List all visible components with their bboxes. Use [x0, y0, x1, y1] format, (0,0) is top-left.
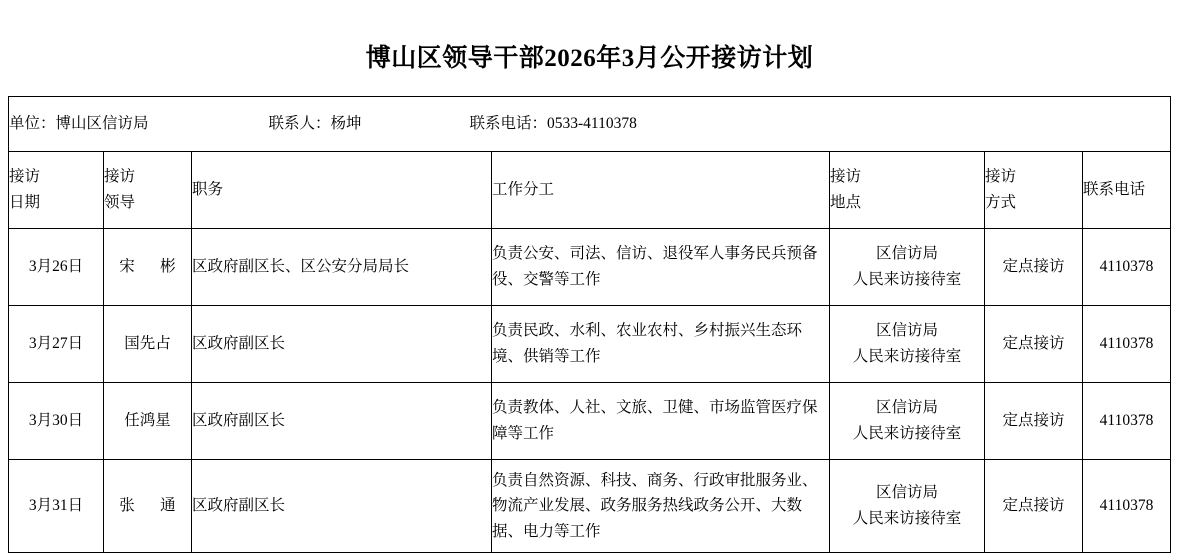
cell-leader: 国先占: [103, 306, 191, 383]
cell-title: 区政府副区长: [191, 383, 491, 460]
column-header-leader-line1: 接访: [103, 168, 135, 186]
cell-duty-text: 负责公安、司法、信访、退役军人事务民兵预备役、交警等工作: [491, 245, 818, 288]
cell-date: 3月26日: [8, 229, 103, 306]
cell-date: 3月27日: [8, 306, 103, 383]
cell-leader-name: 宋 彬: [119, 258, 181, 276]
column-header-mode-line1: 接访: [984, 168, 1016, 186]
cell-duty-text: 负责民政、水利、农业农村、乡村振兴生态环境、供销等工作: [491, 322, 802, 365]
cell-leader: 任鸿星: [103, 383, 191, 460]
column-header-title: [191, 152, 491, 229]
cell-place: [829, 383, 984, 460]
table-header-row: [8, 152, 1170, 229]
column-header-tel: [1082, 152, 1170, 229]
cell-mode: 定点接访: [984, 460, 1082, 553]
column-header-date-line1: 接访: [8, 168, 40, 186]
meta-row: [8, 97, 1170, 152]
cell-date: 3月30日: [8, 383, 103, 460]
cell-place-line2: 人民来访接待室: [852, 425, 962, 442]
column-header-date: [8, 152, 103, 229]
column-header-place: [829, 152, 984, 229]
column-header-mode: [984, 152, 1082, 229]
meta-unit: 单位：博山区信访局: [8, 115, 149, 133]
cell-duty-text: 负责教体、人社、文旅、卫健、市场监管医疗保障等工作: [491, 399, 818, 442]
cell-place-line1: 区信访局: [875, 322, 938, 340]
cell-mode: 定点接访: [984, 229, 1082, 306]
meta-contact-person: 联系人：杨坤: [268, 115, 362, 133]
cell-place-line1: 区信访局: [875, 245, 938, 263]
cell-leader: [103, 460, 191, 553]
cell-leader-name: 张 通: [119, 497, 181, 515]
cell-place-line1: 区信访局: [875, 484, 938, 502]
cell-tel: 4110378: [1082, 229, 1170, 306]
cell-place-line1: 区信访局: [875, 399, 938, 417]
cell-place: [829, 460, 984, 553]
cell-title: 区政府副区长: [191, 460, 491, 553]
column-header-date-line2: 日期: [8, 194, 40, 211]
table-row: [8, 383, 1170, 460]
table-row: [8, 460, 1170, 553]
cell-tel: 4110378: [1082, 306, 1170, 383]
cell-tel: 4110378: [1082, 460, 1170, 553]
cell-place-line2: 人民来访接待室: [852, 510, 962, 527]
cell-place: [829, 229, 984, 306]
table-row: [8, 229, 1170, 306]
meta-cell: [8, 97, 1170, 152]
cell-mode: 定点接访: [984, 306, 1082, 383]
cell-duty: [491, 383, 829, 460]
cell-duty: [491, 460, 829, 553]
column-header-mode-line2: 方式: [984, 194, 1016, 211]
reception-plan-table: [8, 96, 1171, 553]
column-header-title-line1: 职务: [191, 181, 223, 199]
cell-title: 区政府副区长: [191, 306, 491, 383]
cell-date: 3月31日: [8, 460, 103, 553]
cell-title: 区政府副区长、区公安分局局长: [191, 229, 491, 306]
cell-mode: 定点接访: [984, 383, 1082, 460]
cell-duty: [491, 306, 829, 383]
column-header-place-line2: 地点: [829, 194, 861, 211]
column-header-tel-line1: 联系电话: [1082, 181, 1145, 199]
table-row: [8, 306, 1170, 383]
cell-leader: [103, 229, 191, 306]
cell-place-line2: 人民来访接待室: [852, 271, 962, 288]
cell-duty: [491, 229, 829, 306]
cell-place: [829, 306, 984, 383]
column-header-duty-line1: 工作分工: [491, 181, 554, 199]
cell-duty-text: 负责自然资源、科技、商务、行政审批服务业、物流产业发展、政务服务热线政务公开、大数据、电力等工作: [491, 471, 818, 540]
column-header-leader-line2: 领导: [103, 194, 135, 211]
column-header-leader: [103, 152, 191, 229]
meta-contact-phone: 联系电话：0533-4110378: [469, 115, 637, 133]
column-header-duty: [491, 152, 829, 229]
cell-tel: 4110378: [1082, 383, 1170, 460]
column-header-place-line1: 接访: [829, 168, 861, 186]
page-title: 博山区领导干部2026年3月公开接访计划: [365, 45, 814, 72]
cell-place-line2: 人民来访接待室: [852, 348, 962, 365]
